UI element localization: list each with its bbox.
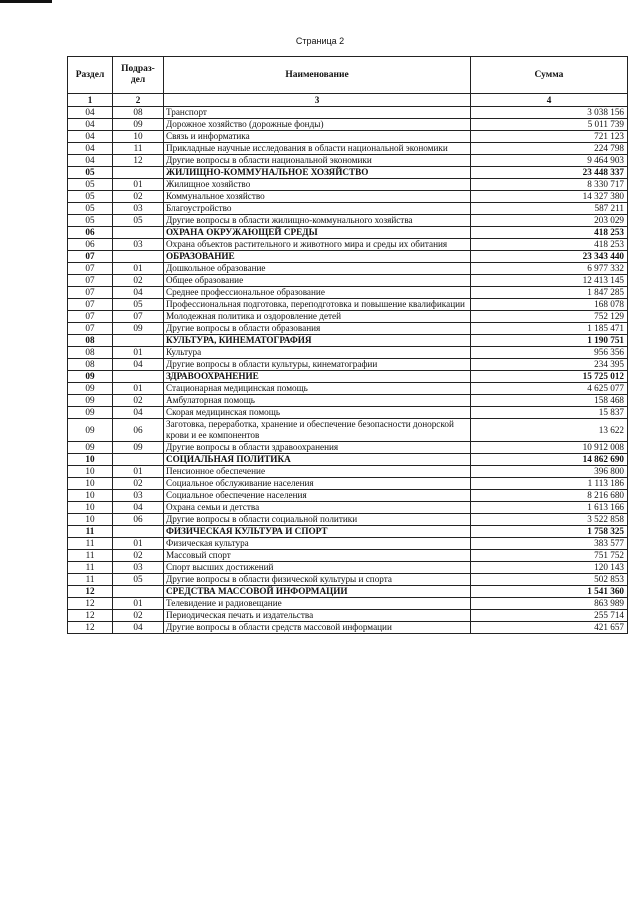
- subsection-code: 05: [113, 574, 164, 586]
- item-name: Физическая культура: [164, 538, 471, 550]
- item-sum: 956 356: [471, 347, 628, 359]
- subsection-code: 05: [113, 215, 164, 227]
- item-name: Другие вопросы в области образования: [164, 323, 471, 335]
- table-row: [68, 598, 628, 610]
- header-section: Раздел: [68, 57, 113, 94]
- item-name: Телевидение и радиовещание: [164, 598, 471, 610]
- item-name: Молодежная политика и оздоровление детей: [164, 311, 471, 323]
- subsection-code: 01: [113, 598, 164, 610]
- table-row: [68, 347, 628, 359]
- table-row: [68, 299, 628, 311]
- subsection-code: 03: [113, 490, 164, 502]
- table-row: [68, 442, 628, 454]
- item-sum: 6 977 332: [471, 263, 628, 275]
- subsection-code: 04: [113, 287, 164, 299]
- item-sum: 15 837: [471, 407, 628, 419]
- table-row: [68, 562, 628, 574]
- section-code: 06: [68, 227, 113, 239]
- section-code: 12: [68, 622, 113, 634]
- table-row: [68, 311, 628, 323]
- subsection-code: 02: [113, 191, 164, 203]
- item-sum: 168 078: [471, 299, 628, 311]
- section-code: 07: [68, 275, 113, 287]
- item-name: КУЛЬТУРА, КИНЕМАТОГРАФИЯ: [164, 335, 471, 347]
- item-sum: 15 725 012: [471, 371, 628, 383]
- item-name: Пенсионное обеспечение: [164, 466, 471, 478]
- section-code: 05: [68, 191, 113, 203]
- section-code: 05: [68, 215, 113, 227]
- section-code: 11: [68, 574, 113, 586]
- item-sum: 4 625 077: [471, 383, 628, 395]
- item-name: ЗДРАВООХРАНЕНИЕ: [164, 371, 471, 383]
- item-sum: 203 029: [471, 215, 628, 227]
- item-sum: 1 613 166: [471, 502, 628, 514]
- subsection-code: 05: [113, 299, 164, 311]
- item-name: Скорая медицинская помощь: [164, 407, 471, 419]
- table-row: [68, 395, 628, 407]
- item-name: Коммунальное хозяйство: [164, 191, 471, 203]
- table-row: [68, 622, 628, 634]
- table-row: [68, 478, 628, 490]
- item-sum: 14 327 380: [471, 191, 628, 203]
- subsection-code: 04: [113, 359, 164, 371]
- section-code: 09: [68, 407, 113, 419]
- header-sum: Сумма: [471, 57, 628, 94]
- page-label: Страница 2: [295, 36, 345, 46]
- subsection-code: 11: [113, 143, 164, 155]
- section-code: 08: [68, 335, 113, 347]
- table-row: [68, 119, 628, 131]
- table-row: [68, 191, 628, 203]
- subsection-code: 02: [113, 478, 164, 490]
- section-code: 10: [68, 454, 113, 466]
- subsection-code: 03: [113, 562, 164, 574]
- section-code: 07: [68, 323, 113, 335]
- section-total-row: [68, 526, 628, 538]
- budget-table: [67, 56, 628, 634]
- item-sum: 1 185 471: [471, 323, 628, 335]
- section-total-row: [68, 251, 628, 263]
- item-sum: 9 464 903: [471, 155, 628, 167]
- subsection-code: 09: [113, 442, 164, 454]
- item-name: ОХРАНА ОКРУЖАЮЩЕЙ СРЕДЫ: [164, 227, 471, 239]
- section-code: 04: [68, 155, 113, 167]
- subsection-code: [113, 526, 164, 538]
- item-name: Другие вопросы в области жилищно-коммунального хозяйства: [164, 215, 471, 227]
- table-row: [68, 490, 628, 502]
- table-row: [68, 419, 628, 442]
- item-name: Массовый спорт: [164, 550, 471, 562]
- subsection-code: 09: [113, 323, 164, 335]
- section-code: 12: [68, 598, 113, 610]
- item-sum: 5 011 739: [471, 119, 628, 131]
- header-subsection: Подраз-дел: [113, 57, 164, 94]
- item-name: Спорт высших достижений: [164, 562, 471, 574]
- item-name: Транспорт: [164, 107, 471, 119]
- item-sum: 1 113 186: [471, 478, 628, 490]
- subsection-code: [113, 335, 164, 347]
- item-name: Периодическая печать и издательства: [164, 610, 471, 622]
- column-index: 4: [471, 94, 628, 107]
- table-row: [68, 550, 628, 562]
- section-total-row: [68, 227, 628, 239]
- section-total-row: [68, 454, 628, 466]
- item-name: Дорожное хозяйство (дорожные фонды): [164, 119, 471, 131]
- subsection-code: 01: [113, 538, 164, 550]
- subsection-code: 04: [113, 622, 164, 634]
- subsection-code: 03: [113, 239, 164, 251]
- subsection-code: 08: [113, 107, 164, 119]
- subsection-code: 02: [113, 395, 164, 407]
- item-name: Среднее профессиональное образование: [164, 287, 471, 299]
- item-sum: 10 912 008: [471, 442, 628, 454]
- item-sum: 502 853: [471, 574, 628, 586]
- table-row: [68, 383, 628, 395]
- item-name: Охрана семьи и детства: [164, 502, 471, 514]
- table-row: [68, 610, 628, 622]
- corner-scan-line: [0, 0, 52, 3]
- column-index: 1: [68, 94, 113, 107]
- section-total-row: [68, 335, 628, 347]
- item-name: Другие вопросы в области социальной политики: [164, 514, 471, 526]
- subsection-code: 12: [113, 155, 164, 167]
- item-sum: 751 752: [471, 550, 628, 562]
- item-name: СОЦИАЛЬНАЯ ПОЛИТИКА: [164, 454, 471, 466]
- subsection-code: 02: [113, 275, 164, 287]
- subsection-code: 02: [113, 610, 164, 622]
- item-sum: 8 216 680: [471, 490, 628, 502]
- item-sum: 587 211: [471, 203, 628, 215]
- item-name: Жилищное хозяйство: [164, 179, 471, 191]
- subsection-code: 02: [113, 550, 164, 562]
- item-name: Другие вопросы в области культуры, кинематографии: [164, 359, 471, 371]
- item-sum: 3 038 156: [471, 107, 628, 119]
- item-name: Социальное обслуживание населения: [164, 478, 471, 490]
- item-sum: 255 714: [471, 610, 628, 622]
- section-code: 09: [68, 371, 113, 383]
- item-sum: 8 330 717: [471, 179, 628, 191]
- item-sum: 418 253: [471, 227, 628, 239]
- section-code: 11: [68, 538, 113, 550]
- table-row: [68, 323, 628, 335]
- section-code: 04: [68, 119, 113, 131]
- table-row: [68, 155, 628, 167]
- item-sum: 752 129: [471, 311, 628, 323]
- subsection-code: 01: [113, 179, 164, 191]
- table-row: [68, 143, 628, 155]
- item-name: Благоустройство: [164, 203, 471, 215]
- item-name: Заготовка, переработка, хранение и обеспечение безопасности донорской крови и ее компонентов: [164, 419, 471, 442]
- item-sum: 23 448 337: [471, 167, 628, 179]
- subsection-code: [113, 586, 164, 598]
- item-sum: 120 143: [471, 562, 628, 574]
- item-name: Стационарная медицинская помощь: [164, 383, 471, 395]
- subsection-code: 06: [113, 514, 164, 526]
- item-sum: 721 123: [471, 131, 628, 143]
- table-row: [68, 179, 628, 191]
- table-row: [68, 215, 628, 227]
- subsection-code: 01: [113, 347, 164, 359]
- item-sum: 13 622: [471, 419, 628, 442]
- section-code: 09: [68, 395, 113, 407]
- section-code: 04: [68, 131, 113, 143]
- column-index: 2: [113, 94, 164, 107]
- section-code: 07: [68, 251, 113, 263]
- item-name: Общее образование: [164, 275, 471, 287]
- table-row: [68, 538, 628, 550]
- item-name: Профессиональная подготовка, переподготовка и повышение квалификации: [164, 299, 471, 311]
- table-row: [68, 203, 628, 215]
- section-code: 10: [68, 502, 113, 514]
- subsection-code: [113, 167, 164, 179]
- table-row: [68, 359, 628, 371]
- item-sum: 14 862 690: [471, 454, 628, 466]
- item-sum: 421 657: [471, 622, 628, 634]
- section-code: 10: [68, 466, 113, 478]
- table-row: [68, 131, 628, 143]
- section-total-row: [68, 371, 628, 383]
- table-row: [68, 275, 628, 287]
- table-row: [68, 287, 628, 299]
- section-code: 12: [68, 586, 113, 598]
- section-code: 11: [68, 526, 113, 538]
- section-total-row: [68, 167, 628, 179]
- item-name: СРЕДСТВА МАССОВОЙ ИНФОРМАЦИИ: [164, 586, 471, 598]
- section-code: 08: [68, 347, 113, 359]
- section-total-row: [68, 586, 628, 598]
- section-code: 08: [68, 359, 113, 371]
- item-sum: 1 541 360: [471, 586, 628, 598]
- table-row: [68, 407, 628, 419]
- section-code: 11: [68, 562, 113, 574]
- item-sum: 383 577: [471, 538, 628, 550]
- item-name: Амбулаторная помощь: [164, 395, 471, 407]
- section-code: 04: [68, 107, 113, 119]
- item-name: ОБРАЗОВАНИЕ: [164, 251, 471, 263]
- section-code: 05: [68, 203, 113, 215]
- column-index-row: [68, 94, 628, 107]
- subsection-code: 01: [113, 466, 164, 478]
- table-row: [68, 107, 628, 119]
- subsection-code: [113, 371, 164, 383]
- subsection-code: 09: [113, 119, 164, 131]
- item-name: Охрана объектов растительного и животного мира и среды их обитания: [164, 239, 471, 251]
- subsection-code: 04: [113, 407, 164, 419]
- item-name: Другие вопросы в области средств массовой информации: [164, 622, 471, 634]
- subsection-code: 01: [113, 383, 164, 395]
- section-code: 07: [68, 311, 113, 323]
- subsection-code: 04: [113, 502, 164, 514]
- section-code: 10: [68, 490, 113, 502]
- table-row: [68, 239, 628, 251]
- header-row: [68, 57, 628, 94]
- item-sum: 396 800: [471, 466, 628, 478]
- subsection-code: 01: [113, 263, 164, 275]
- subsection-code: [113, 251, 164, 263]
- section-code: 11: [68, 550, 113, 562]
- table-row: [68, 263, 628, 275]
- table-row: [68, 502, 628, 514]
- item-sum: 863 989: [471, 598, 628, 610]
- item-name: ФИЗИЧЕСКАЯ КУЛЬТУРА И СПОРТ: [164, 526, 471, 538]
- subsection-code: 07: [113, 311, 164, 323]
- table-body: [68, 107, 628, 634]
- item-sum: 3 522 858: [471, 514, 628, 526]
- section-code: 07: [68, 287, 113, 299]
- subsection-code: 06: [113, 419, 164, 442]
- item-sum: 418 253: [471, 239, 628, 251]
- subsection-code: [113, 227, 164, 239]
- item-name: Культура: [164, 347, 471, 359]
- section-code: 07: [68, 299, 113, 311]
- item-name: Другие вопросы в области национальной экономики: [164, 155, 471, 167]
- item-sum: 158 468: [471, 395, 628, 407]
- section-code: 10: [68, 478, 113, 490]
- section-code: 04: [68, 143, 113, 155]
- item-sum: 234 395: [471, 359, 628, 371]
- section-code: 10: [68, 514, 113, 526]
- subsection-code: 10: [113, 131, 164, 143]
- item-name: Другие вопросы в области здравоохранения: [164, 442, 471, 454]
- section-code: 05: [68, 167, 113, 179]
- section-code: 12: [68, 610, 113, 622]
- item-sum: 12 413 145: [471, 275, 628, 287]
- item-name: Социальное обеспечение населения: [164, 490, 471, 502]
- subsection-code: 03: [113, 203, 164, 215]
- section-code: 09: [68, 419, 113, 442]
- item-sum: 23 343 440: [471, 251, 628, 263]
- table-row: [68, 514, 628, 526]
- column-index: 3: [164, 94, 471, 107]
- section-code: 09: [68, 442, 113, 454]
- section-code: 09: [68, 383, 113, 395]
- item-name: Дошкольное образование: [164, 263, 471, 275]
- item-name: ЖИЛИЩНО-КОММУНАЛЬНОЕ ХОЗЯЙСТВО: [164, 167, 471, 179]
- item-sum: 1 190 751: [471, 335, 628, 347]
- section-code: 07: [68, 263, 113, 275]
- item-name: Прикладные научные исследования в области национальной экономики: [164, 143, 471, 155]
- header-name: Наименование: [164, 57, 471, 94]
- section-code: 05: [68, 179, 113, 191]
- table-row: [68, 466, 628, 478]
- subsection-code: [113, 454, 164, 466]
- item-sum: 1 758 325: [471, 526, 628, 538]
- section-code: 06: [68, 239, 113, 251]
- item-name: Другие вопросы в области физической культуры и спорта: [164, 574, 471, 586]
- item-sum: 1 847 285: [471, 287, 628, 299]
- item-sum: 224 798: [471, 143, 628, 155]
- item-name: Связь и информатика: [164, 131, 471, 143]
- table-row: [68, 574, 628, 586]
